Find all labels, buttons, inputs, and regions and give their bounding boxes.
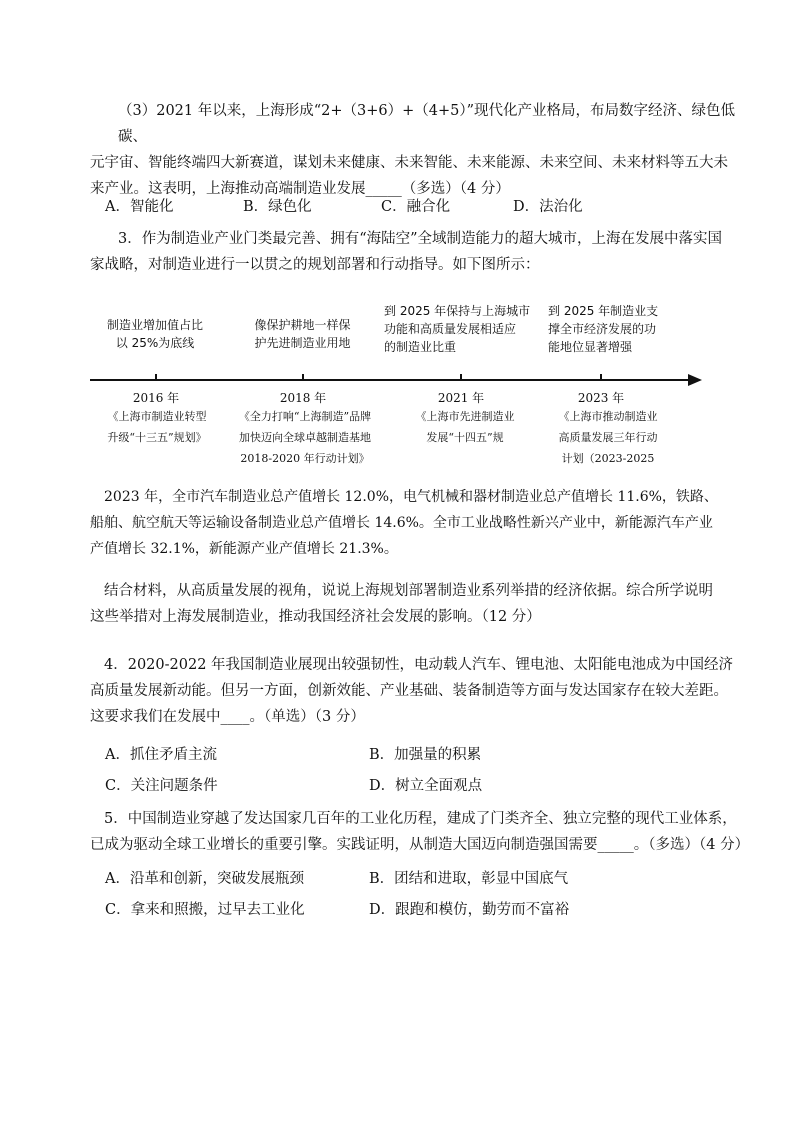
q3-option-a[interactable]: A．智能化 bbox=[105, 199, 174, 215]
timeline-event-2023-goal: 到 2025 年制造业支 撑全市经济发展的功 能地位显著增强 bbox=[548, 304, 659, 354]
q3b-stem: 3．作为制造业产业门类最完善、拥有“海陆空”全域制造能力的超大城市，上海在发展中落实国 家战略，对制造业进行一以贯之的规划部署和行动指导。如下图所示： bbox=[90, 231, 723, 273]
q3-stem: （3）2021 年以来，上海形成“2+（3+6）+（4+5）”现代化产业格局，布局数字经济、绿色低碳、 元宇宙、智能终端四大新赛道，谋划未来健康、未来智能、未来能源、未来空间、未来材料等五大未 来产业。这表明，上海推动高端制造业发展_____（多选）（4 分） bbox=[90, 103, 736, 197]
q5-stem: 5．中国制造业穿越了发达国家几百年的工业化历程，建成了门类齐全、独立完整的现代工业体系， 已成为驱动全球工业增长的重要引擎。实践证明，从制造大国迈向制造强国需要_____。（多选）（4 分） bbox=[90, 811, 750, 853]
timeline-doc-2016: 《上海市制造业转型 升级“十三五”规划》 bbox=[107, 410, 207, 444]
q4-option-d[interactable]: D．树立全面观点 bbox=[369, 778, 483, 794]
timeline-event-2018-goal: 像保护耕地一样保 护先进制造业用地 bbox=[254, 318, 351, 350]
timeline-doc-2021: 《上海市先进制造业 发展“十四五”规 bbox=[415, 410, 515, 444]
timeline-doc-2023: 《上海市推动制造业 高质量发展三年行动 计划（2023-2025 bbox=[558, 410, 658, 465]
timeline-doc-2018: 《全力打响“上海制造”品牌 加快迈向全球卓越制造基地 2018-2020 年行动计划》 bbox=[238, 410, 372, 465]
q5-option-a[interactable]: A．沿革和创新，突破发展瓶颈 bbox=[105, 871, 304, 887]
timeline-year-2021: 2021 年 bbox=[437, 391, 485, 405]
timeline-arrow-icon bbox=[688, 374, 702, 386]
timeline-tick-2021 bbox=[460, 374, 462, 380]
q3-option-c[interactable]: C．融合化 bbox=[381, 199, 451, 215]
timeline-year-2018: 2018 年 bbox=[279, 391, 327, 405]
q4-stem: 4．2020-2022 年我国制造业展现出较强韧性，电动载人汽车、锂电池、太阳能电池成为中国经济 高质量发展新动能。但另一方面，创新效能、产业基础、装备制造等方面与发达国家存在较大差距。 这要求我们在发展中____。（单选）（3 分） bbox=[90, 657, 734, 725]
q4-option-c[interactable]: C．关注问题条件 bbox=[105, 778, 218, 794]
q4-option-a[interactable]: A．抓住矛盾主流 bbox=[105, 747, 217, 763]
timeline-event-2021-goal: 到 2025 年保持与上海城市 功能和高质量发展相适应 的制造业比重 bbox=[384, 304, 531, 354]
timeline-tick-2018 bbox=[302, 374, 304, 380]
material-paragraph: 2023 年，全市汽车制造业总产值增长 12.0%，电气机械和器材制造业总产值增长 11.6%，铁路、 船舶、航空航天等运输设备制造业总产值增长 14.6%。全市工业战略性新兴产业中，新能源汽车产业 产值增长 32.1%，新能源产业产值增长 21.3%。 bbox=[90, 489, 718, 557]
q5-option-d[interactable]: D．跟跑和模仿，勤劳而不富裕 bbox=[369, 902, 570, 918]
timeline-year-2016: 2016 年 bbox=[132, 391, 180, 405]
timeline-tick-2023 bbox=[600, 374, 602, 380]
timeline-tick-2016 bbox=[155, 374, 157, 380]
q4-option-b[interactable]: B．加强量的积累 bbox=[369, 747, 482, 763]
timeline-event-2016-goal: 制造业增加值占比 以 25%为底线 bbox=[106, 318, 203, 350]
task-paragraph: 结合材料，从高质量发展的视角，说说上海规划部署制造业系列举措的经济依据。综合所学说明 这些举措对上海发展制造业，推动我国经济社会发展的影响。（12 分） bbox=[90, 583, 713, 625]
timeline-year-2023: 2023 年 bbox=[577, 391, 625, 405]
q5-option-c[interactable]: C．拿来和照搬，过早去工业化 bbox=[105, 902, 305, 918]
q3-option-b[interactable]: B．绿色化 bbox=[243, 199, 312, 215]
q3-option-d[interactable]: D．法治化 bbox=[513, 199, 583, 215]
q5-option-b[interactable]: B．团结和进取，彰显中国底气 bbox=[369, 871, 569, 887]
